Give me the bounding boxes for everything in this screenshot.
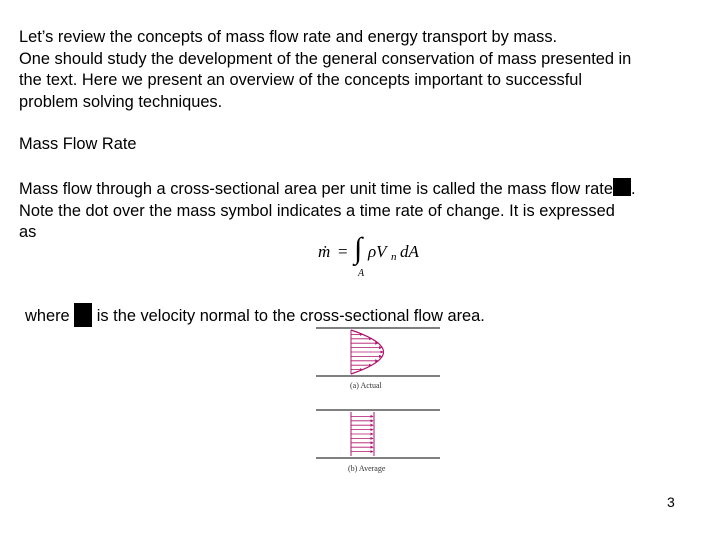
where-explanation: is the velocity normal to the cross-sectional flow area. bbox=[92, 307, 485, 325]
equation-integrand: ρV bbox=[368, 242, 387, 261]
actual-profile-diagram bbox=[316, 328, 440, 390]
intro-line: problem solving techniques. bbox=[19, 92, 223, 111]
velocity-profile-figure bbox=[316, 326, 446, 476]
body-line-2: Note the dot over the mass symbol indicates a time rate of change. It is expressed bbox=[19, 201, 615, 220]
equation-lower-limit: A bbox=[358, 268, 365, 279]
body-line-1-period: . bbox=[630, 180, 636, 198]
equation-lhs: ṁ bbox=[318, 242, 331, 261]
mass-flow-equation bbox=[318, 232, 428, 282]
equation-differential: dA bbox=[400, 242, 419, 261]
actual-velocity-arrows bbox=[351, 334, 383, 369]
average-profile-diagram bbox=[316, 410, 440, 473]
intro-line: One should study the development of the general conservation of mass presented in bbox=[19, 49, 632, 68]
intro-paragraph bbox=[19, 27, 631, 113]
caption-average: (b) Average bbox=[348, 464, 386, 473]
equation-integral: ∫ bbox=[354, 232, 363, 265]
equation-subscript-n: n bbox=[391, 251, 397, 263]
equation-equals: = bbox=[338, 242, 348, 261]
mass-flow-rate-symbol bbox=[613, 178, 631, 196]
page-number: 3 bbox=[667, 494, 675, 510]
where-text: where bbox=[25, 307, 75, 325]
normal-velocity-symbol bbox=[74, 303, 92, 327]
caption-actual: (a) Actual bbox=[350, 381, 382, 390]
body-line-1-text: Mass flow through a cross-sectional area per unit time is called the mass flow rate bbox=[19, 180, 613, 198]
intro-line: the text. Here we present an overview of the concepts important to successful bbox=[19, 71, 583, 89]
average-velocity-arrows bbox=[351, 416, 373, 451]
where-line bbox=[25, 303, 485, 328]
intro-line: Let’s review the concepts of mass flow rate and energy transport by mass. bbox=[19, 28, 558, 46]
body-line-3: as bbox=[19, 223, 37, 241]
section-heading: Mass Flow Rate bbox=[19, 135, 137, 153]
body-line-1 bbox=[19, 178, 636, 201]
